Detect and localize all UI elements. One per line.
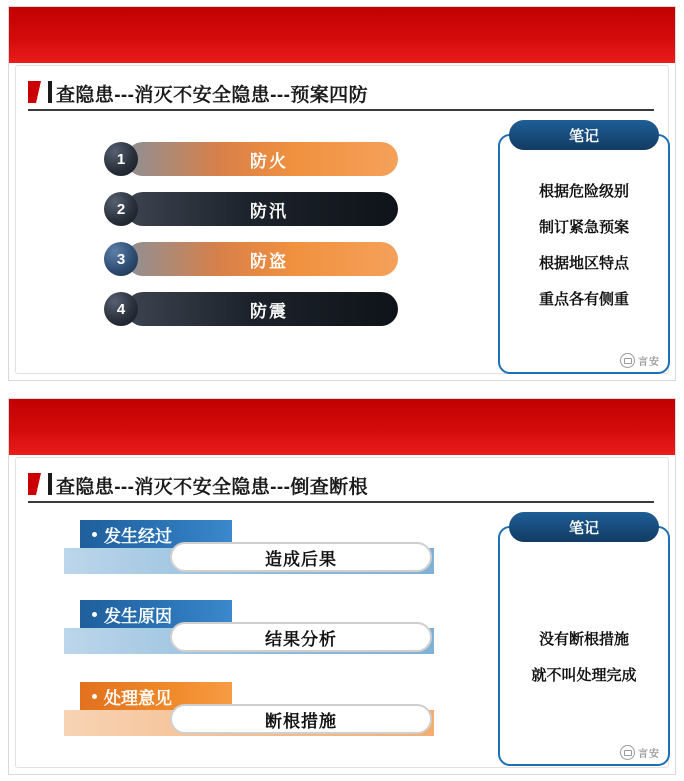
pill-number: 3 [104, 242, 138, 276]
list-item[interactable] [40, 520, 440, 592]
bullet-icon [92, 532, 97, 537]
title-underline [28, 109, 654, 111]
list-item[interactable] [104, 242, 424, 276]
list-item[interactable] [40, 682, 440, 754]
slide-2-red-band [9, 399, 675, 455]
wechat-icon [620, 745, 635, 760]
pill-label: 防盗 [250, 251, 288, 271]
group-heading-label: 发生经过 [104, 526, 172, 546]
pill-label: 防汛 [250, 201, 288, 221]
title-accent-bar [48, 81, 52, 103]
slide-1-title-row [28, 80, 654, 110]
bullet-icon [92, 612, 97, 617]
slide-2 [8, 398, 676, 775]
pill-number: 1 [104, 142, 138, 176]
notes-tab-label: 笔记 [509, 120, 659, 150]
pill-number: 2 [104, 192, 138, 226]
group-heading-label: 发生原因 [104, 606, 172, 626]
notes-line: 根据地区特点 [538, 255, 629, 272]
notes-line-list [500, 628, 668, 685]
notes-panel [498, 127, 670, 374]
group-caption[interactable]: 造成后果 [170, 542, 432, 572]
pill-bar[interactable] [126, 192, 398, 226]
list-item[interactable] [104, 192, 424, 226]
pill-label: 防震 [250, 301, 288, 321]
watermark [620, 745, 660, 760]
notes-panel [498, 519, 670, 766]
slide-2-title-row [28, 472, 654, 502]
notes-line: 重点各有侧重 [538, 291, 629, 308]
group-heading-label: 处理意见 [104, 688, 172, 708]
watermark [620, 353, 660, 368]
pill-label: 防火 [250, 151, 288, 171]
wechat-icon [620, 353, 635, 368]
pill-bar[interactable] [126, 242, 398, 276]
pill-bar[interactable] [126, 142, 398, 176]
group-caption[interactable]: 断根措施 [170, 704, 432, 734]
notes-line-list [500, 180, 668, 309]
page-title: 查隐患---消灭不安全隐患---倒查断根 [56, 477, 368, 498]
notes-tab-label: 笔记 [509, 512, 659, 542]
slide-1-red-band [9, 7, 675, 63]
list-item[interactable] [104, 292, 424, 326]
list-item[interactable] [40, 600, 440, 672]
notes-line: 没有断根措施 [538, 631, 629, 648]
page-title: 查隐患---消灭不安全隐患---预案四防 [56, 85, 368, 106]
slide-1 [8, 6, 676, 381]
pill-number: 4 [104, 292, 138, 326]
title-underline [28, 501, 654, 503]
notes-line: 就不叫处理完成 [531, 667, 637, 684]
list-item[interactable] [104, 142, 424, 176]
group-caption[interactable]: 结果分析 [170, 622, 432, 652]
notes-line: 根据危险级别 [538, 183, 629, 200]
bullet-icon [92, 694, 97, 699]
notes-line: 制订紧急预案 [538, 219, 629, 236]
title-accent-bar [48, 473, 52, 495]
slide-2-body [15, 457, 669, 768]
pill-bar[interactable] [126, 292, 398, 326]
flag-icon [28, 81, 41, 103]
watermark-text: 言安 [638, 357, 660, 368]
flag-icon [28, 473, 41, 495]
slide-1-body [15, 65, 669, 374]
watermark-text: 言安 [638, 749, 660, 760]
